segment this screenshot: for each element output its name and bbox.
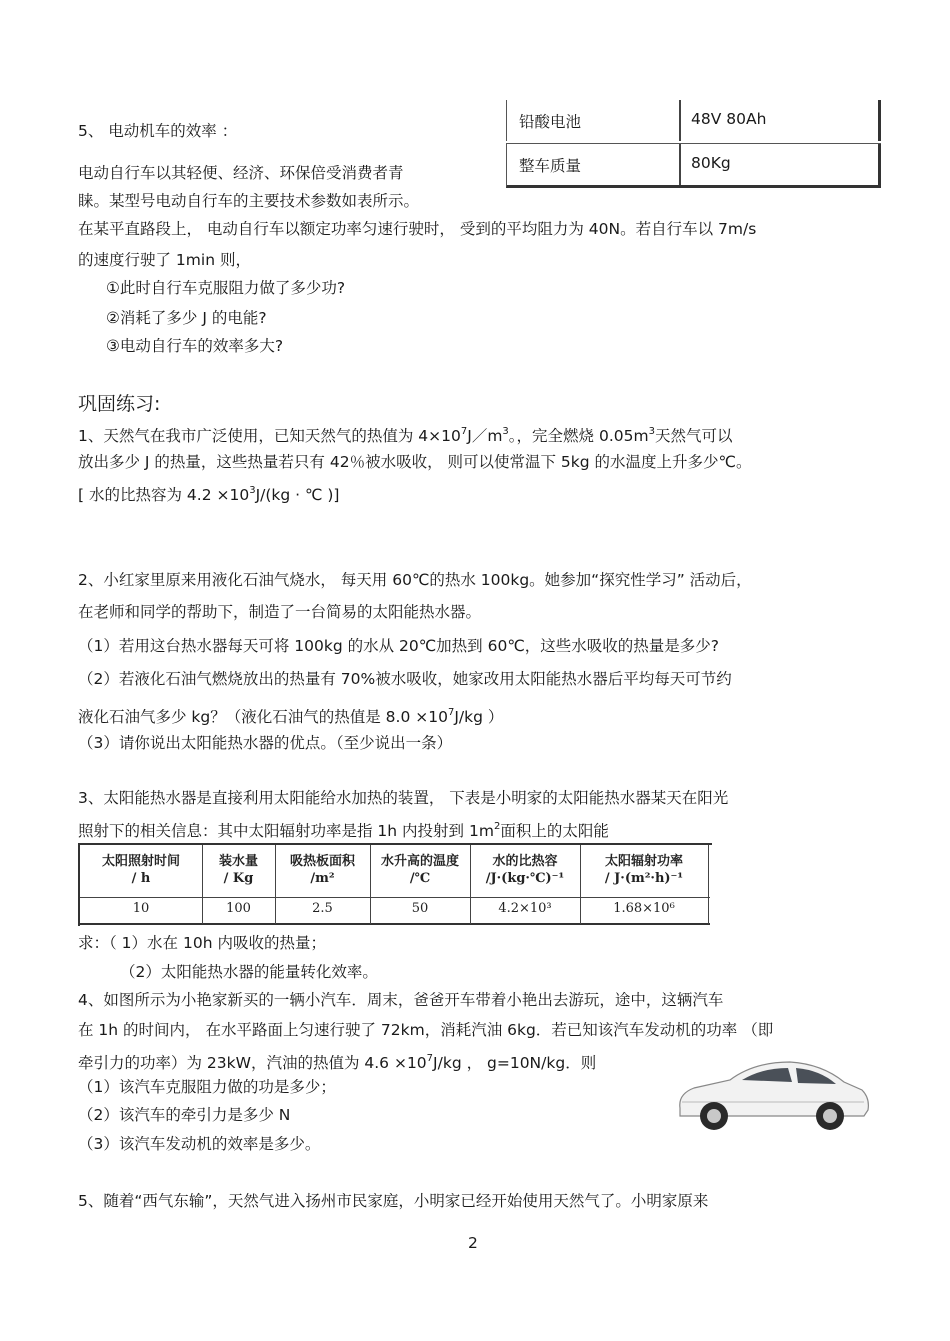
- heater-header-area: 吸热板面积 /m²: [289, 854, 355, 886]
- spec-label: 铅酸电池: [519, 113, 582, 131]
- practice-2-line-2: 在老师和同学的帮助下，制造了一台简易的太阳能热水器。: [78, 603, 482, 621]
- page-number: 2: [468, 1234, 478, 1252]
- practice-2-question-2b: 液化石油气多少 kg？（液化石油气的热值是 $8.0 \times 10^7J/kg$ ）: [78, 707, 504, 726]
- problem-5-title: 5、 电动机车的效率 ：: [78, 122, 238, 140]
- spec-value: 80Kg: [691, 154, 731, 172]
- problem-5-question-3: ③电动自行车的效率多大?: [106, 337, 284, 355]
- problem-5-question-2: ②消耗了多少 J 的电能?: [106, 309, 267, 327]
- practice-5-line-1: 5、随着“西气东输”，天然气进入扬州市民家庭，小明家已经开始使用天然气了。小明家原来: [78, 1192, 709, 1210]
- practice-3-ask-1: 求：（ 1）水在 10h 内吸收的热量；: [78, 934, 326, 952]
- spec-row: [506, 100, 881, 141]
- problem-5-intro-2: 睐。某型号电动自行车的主要技术参数如表所示。: [78, 192, 420, 210]
- heater-header-time: 太阳照射时间 / h: [101, 854, 180, 886]
- heater-value-time: 10: [132, 901, 150, 916]
- practice-4-line-3: 牵引力的功率）为 23kW，汽油的热值为 $4.6 \times 10^7J/kg$ ， g=10N/kg．则: [78, 1053, 597, 1072]
- spec-value: 48V 80Ah: [691, 110, 767, 128]
- heater-header-specific-heat: 水的比热容 /J·(kg·℃)⁻¹: [485, 854, 565, 886]
- practice-4-line-2: 在 1h 的时间内， 在水平路面上匀速行驶了 72km，消耗汽油 6kg．若已知该汽车发动机的功率 （即: [78, 1021, 774, 1039]
- problem-5-question-1: ①此时自行车克服阻力做了多少功?: [106, 279, 346, 297]
- practice-4-question-3: （3）该汽车发动机的效率是多少。: [78, 1135, 321, 1153]
- practice-2-line-1: 2、小红家里原来用液化石油气烧水， 每天用 60℃的热水 100kg。她参加“探究性学习” 活动后，: [78, 571, 752, 589]
- heater-value-area: 2.5: [312, 901, 333, 916]
- spec-row: [506, 143, 881, 188]
- practice-1-line-2: 放出多少 J 的热量，这些热量若只有 42％被水吸收， 则可以使常温下 5kg 的水温度上升多少℃。: [78, 453, 752, 471]
- heater-value-radiation: 1.68×10⁶: [613, 901, 675, 916]
- bike-spec-table: [506, 100, 880, 186]
- problem-5-intro-1: 电动自行车以其轻便、经济、环保倍受消费者青: [78, 164, 404, 182]
- heater-header-temp: 水升高的温度 /℃: [380, 854, 459, 886]
- practice-3-line-1: 3、太阳能热水器是直接利用太阳能给水加热的装置， 下表是小明家的太阳能热水器某天在阳光: [78, 789, 729, 807]
- problem-5-intro-4: 的速度行驶了 1min 则，: [78, 251, 251, 269]
- practice-1-line-3: [ 水的比热容为 $4.2 \times 10^3J/(kg$ · ℃ )]: [78, 485, 340, 504]
- spec-label: 整车质量: [519, 157, 582, 175]
- practice-2-question-3: （3）请你说出太阳能热水器的优点。（至少说出一条）: [78, 734, 453, 752]
- heater-value-temp: 50: [411, 901, 429, 916]
- practice-2-question-2: （2）若液化石油气燃烧放出的热量有 70%被水吸收，她家改用太阳能热水器后平均每天可节约: [78, 670, 732, 688]
- practice-3-line-2: 照射下的相关信息：其中太阳辐射功率是指 1h 内投射到 $1m^2$面积上的太阳能: [78, 821, 609, 840]
- heater-value-water: 100: [226, 901, 251, 916]
- practice-1-line-1: 1、天然气在我市广泛使用，已知天然气的热值为 $4\times 10^7J/m^3$。，完全燃烧 $0.05m^3$天然气可以: [78, 426, 733, 445]
- problem-5-intro-3: 在某平直路段上， 电动自行车以额定功率匀速行驶时， 受到的平均阻力为 40N。若自行车以 7m/s: [78, 220, 757, 238]
- practice-4-line-1: 4、如图所示为小艳家新买的一辆小汽车．周末，爸爸开车带着小艳出去游玩，途中，这辆汽车: [78, 991, 724, 1009]
- heater-header-radiation: 太阳辐射功率 / J·(m²·h)⁻¹: [604, 854, 684, 886]
- car-image: [672, 1050, 872, 1136]
- heater-header-water: 装水量 / Kg: [218, 854, 258, 886]
- heater-value-specific-heat: 4.2×10³: [498, 901, 552, 916]
- practice-4-question-1: （1）该汽车克服阻力做的功是多少；: [78, 1078, 336, 1096]
- practice-4-question-2: （2）该汽车的牵引力是多少 N: [78, 1106, 291, 1124]
- solar-heater-table: [78, 843, 712, 926]
- practice-heading: 巩固练习:: [78, 393, 161, 415]
- practice-3-ask-2: （2）太阳能热水器的能量转化效率。: [120, 963, 378, 981]
- practice-2-question-1: （1）若用这台热水器每天可将 100kg 的水从 20℃加热到 60℃，这些水吸收的热量是多少?: [78, 637, 719, 655]
